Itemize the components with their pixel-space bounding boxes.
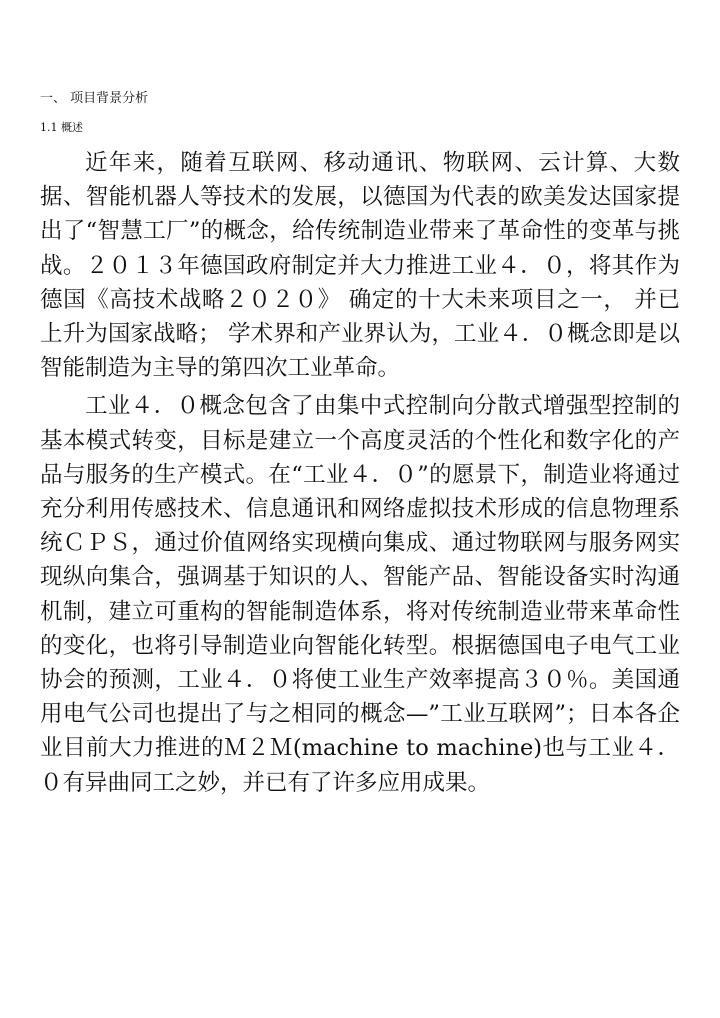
paragraph-1: 近年来，随着互联网、移动通讯、物联网、云计算、大数据、智能机器人等技术的发展，以德国为代表的欧美发达国家提出了“智慧工厂”的概念，给传统制造业带来了革命性的变革与挑战。２０１３年德国政府制定并大力推进工业４．０，将其作为德国《高技术战略２０２０》 确定的十大未来项目之一， 并已上升为国家战略； 学术界和产业界认为，工业４．０概念即是以智能制造为主导的第四次工业革命。 [40,150,680,382]
body-text [40,146,680,800]
paragraph-2: 工业４．０概念包含了由集中式控制向分散式增强型控制的基本模式转变，目标是建立一个高度灵活的个性化和数字化的产品与服务的生产模式。在“工业４．０”的愿景下，制造业将通过充分利用传感技术、信息通讯和网络虚拟技术形成的信息物理系统ＣＰＳ，通过价值网络实现横向集成、通过物联网与服务网实现纵向集合，强调基于知识的人、智能产品、智能设备实时沟通机制，建立可重构的智能制造体系，将对传统制造业带来革命性的变化，也将引导制造业向智能化转型。根据德国电子电气工业协会的预测，工业４．０将使工业生产效率提高３０％。美国通用电气公司也提出了与之相同的概念—”工业互联网”；日本各企业目前大力推进的Ｍ２Ｍ(machine to machine)也与工业４．０有异曲同工之妙，并已有了许多应用成果。 [40,393,680,796]
subsection-heading: 1.1 概述 [40,121,83,134]
section-heading: 一、 项目背景分析 [40,91,149,106]
